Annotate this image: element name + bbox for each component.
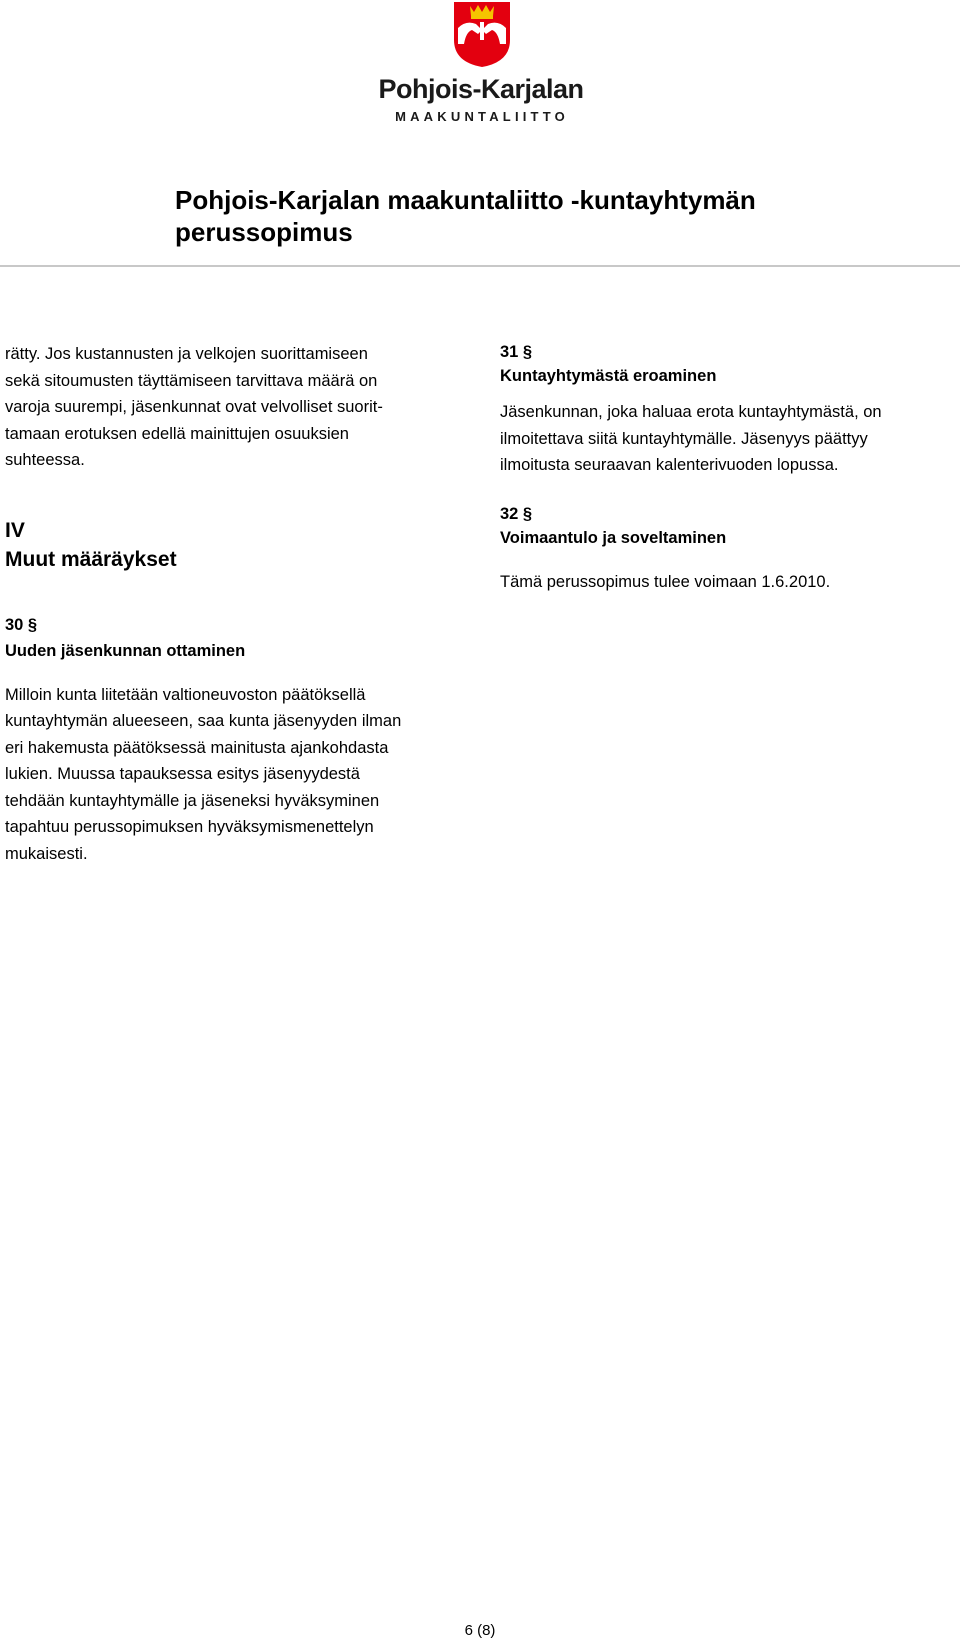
section-body: [5, 682, 470, 868]
paragraph-line: mukaisesti.: [5, 844, 88, 863]
paragraph-line: eri hakemusta päätöksessä mainitusta ajankohdasta: [5, 738, 389, 757]
section-number: 31 §: [500, 343, 533, 361]
document-title-line2: perussopimus: [175, 217, 353, 247]
paragraph-line: kuntayhtymän alueeseen, saa kunta jäsenyyden ilman: [5, 712, 402, 730]
paragraph-line: sekä sitoumusten täyttämiseen tarvittava määrä on: [5, 371, 378, 390]
chapter-title: Muut määräykset: [5, 547, 177, 571]
paragraph-line: varoja suurempi, jäsenkunnat ovat velvolliset suorit-: [5, 398, 383, 416]
paragraph-line: Tämä perussopimus tulee voimaan 1.6.2010.: [500, 572, 831, 591]
paragraph-line: Jäsenkunnan, joka haluaa erota kuntayhtymästä, on: [500, 403, 882, 421]
paragraph-line: tapahtuu perussopimuksen hyväksymismenettelyn: [5, 818, 374, 836]
page-number: 6 (8): [464, 1622, 496, 1639]
left-column: [5, 341, 470, 867]
right-column: [500, 341, 955, 595]
chapter-heading: [5, 516, 470, 574]
paragraph-line: ilmoitettava siitä kuntayhtymälle. Jäsenyys päättyy: [500, 429, 868, 448]
header-divider: [0, 265, 960, 267]
section-32: [500, 503, 955, 596]
section-title: Kuntayhtymästä eroaminen: [500, 367, 717, 385]
paragraph-line: lukien. Muussa tapauksessa esitys jäsenyydestä: [5, 765, 360, 783]
section-body: [500, 569, 955, 596]
chapter-number: IV: [5, 518, 25, 542]
document-title-line1: Pohjois-Karjalan maakuntaliitto -kuntayhtymän: [175, 185, 756, 215]
brand-subtitle: MAAKUNTALIITTO: [395, 109, 569, 124]
section-body: [500, 399, 955, 479]
intro-paragraph: [5, 341, 470, 474]
organization-logo: [370, 0, 592, 128]
paragraph-line: tehdään kuntayhtymälle ja jäseneksi hyväksyminen: [5, 791, 380, 810]
paragraph-line: tamaan erotuksen edellä mainittujen osuuksien: [5, 424, 349, 443]
coat-of-arms-icon: [452, 0, 512, 68]
paragraph-line: ilmoitusta seuraavan kalenterivuoden lopussa.: [500, 456, 839, 474]
brand-name: Pohjois-Karjalan: [378, 74, 584, 104]
paragraph-line: rätty. Jos kustannusten ja velkojen suorittamiseen: [5, 345, 368, 363]
section-31: [500, 341, 955, 479]
document-title: [175, 184, 895, 248]
section-30: [5, 614, 470, 868]
section-title: Uuden jäsenkunnan ottaminen: [5, 641, 246, 660]
section-number: 30 §: [5, 615, 38, 634]
paragraph-line: suhteessa.: [5, 451, 85, 469]
section-title: Voimaantulo ja soveltaminen: [500, 528, 727, 547]
paragraph-line: Milloin kunta liitetään valtioneuvoston päätöksellä: [5, 685, 366, 704]
section-number: 32 §: [500, 504, 533, 523]
